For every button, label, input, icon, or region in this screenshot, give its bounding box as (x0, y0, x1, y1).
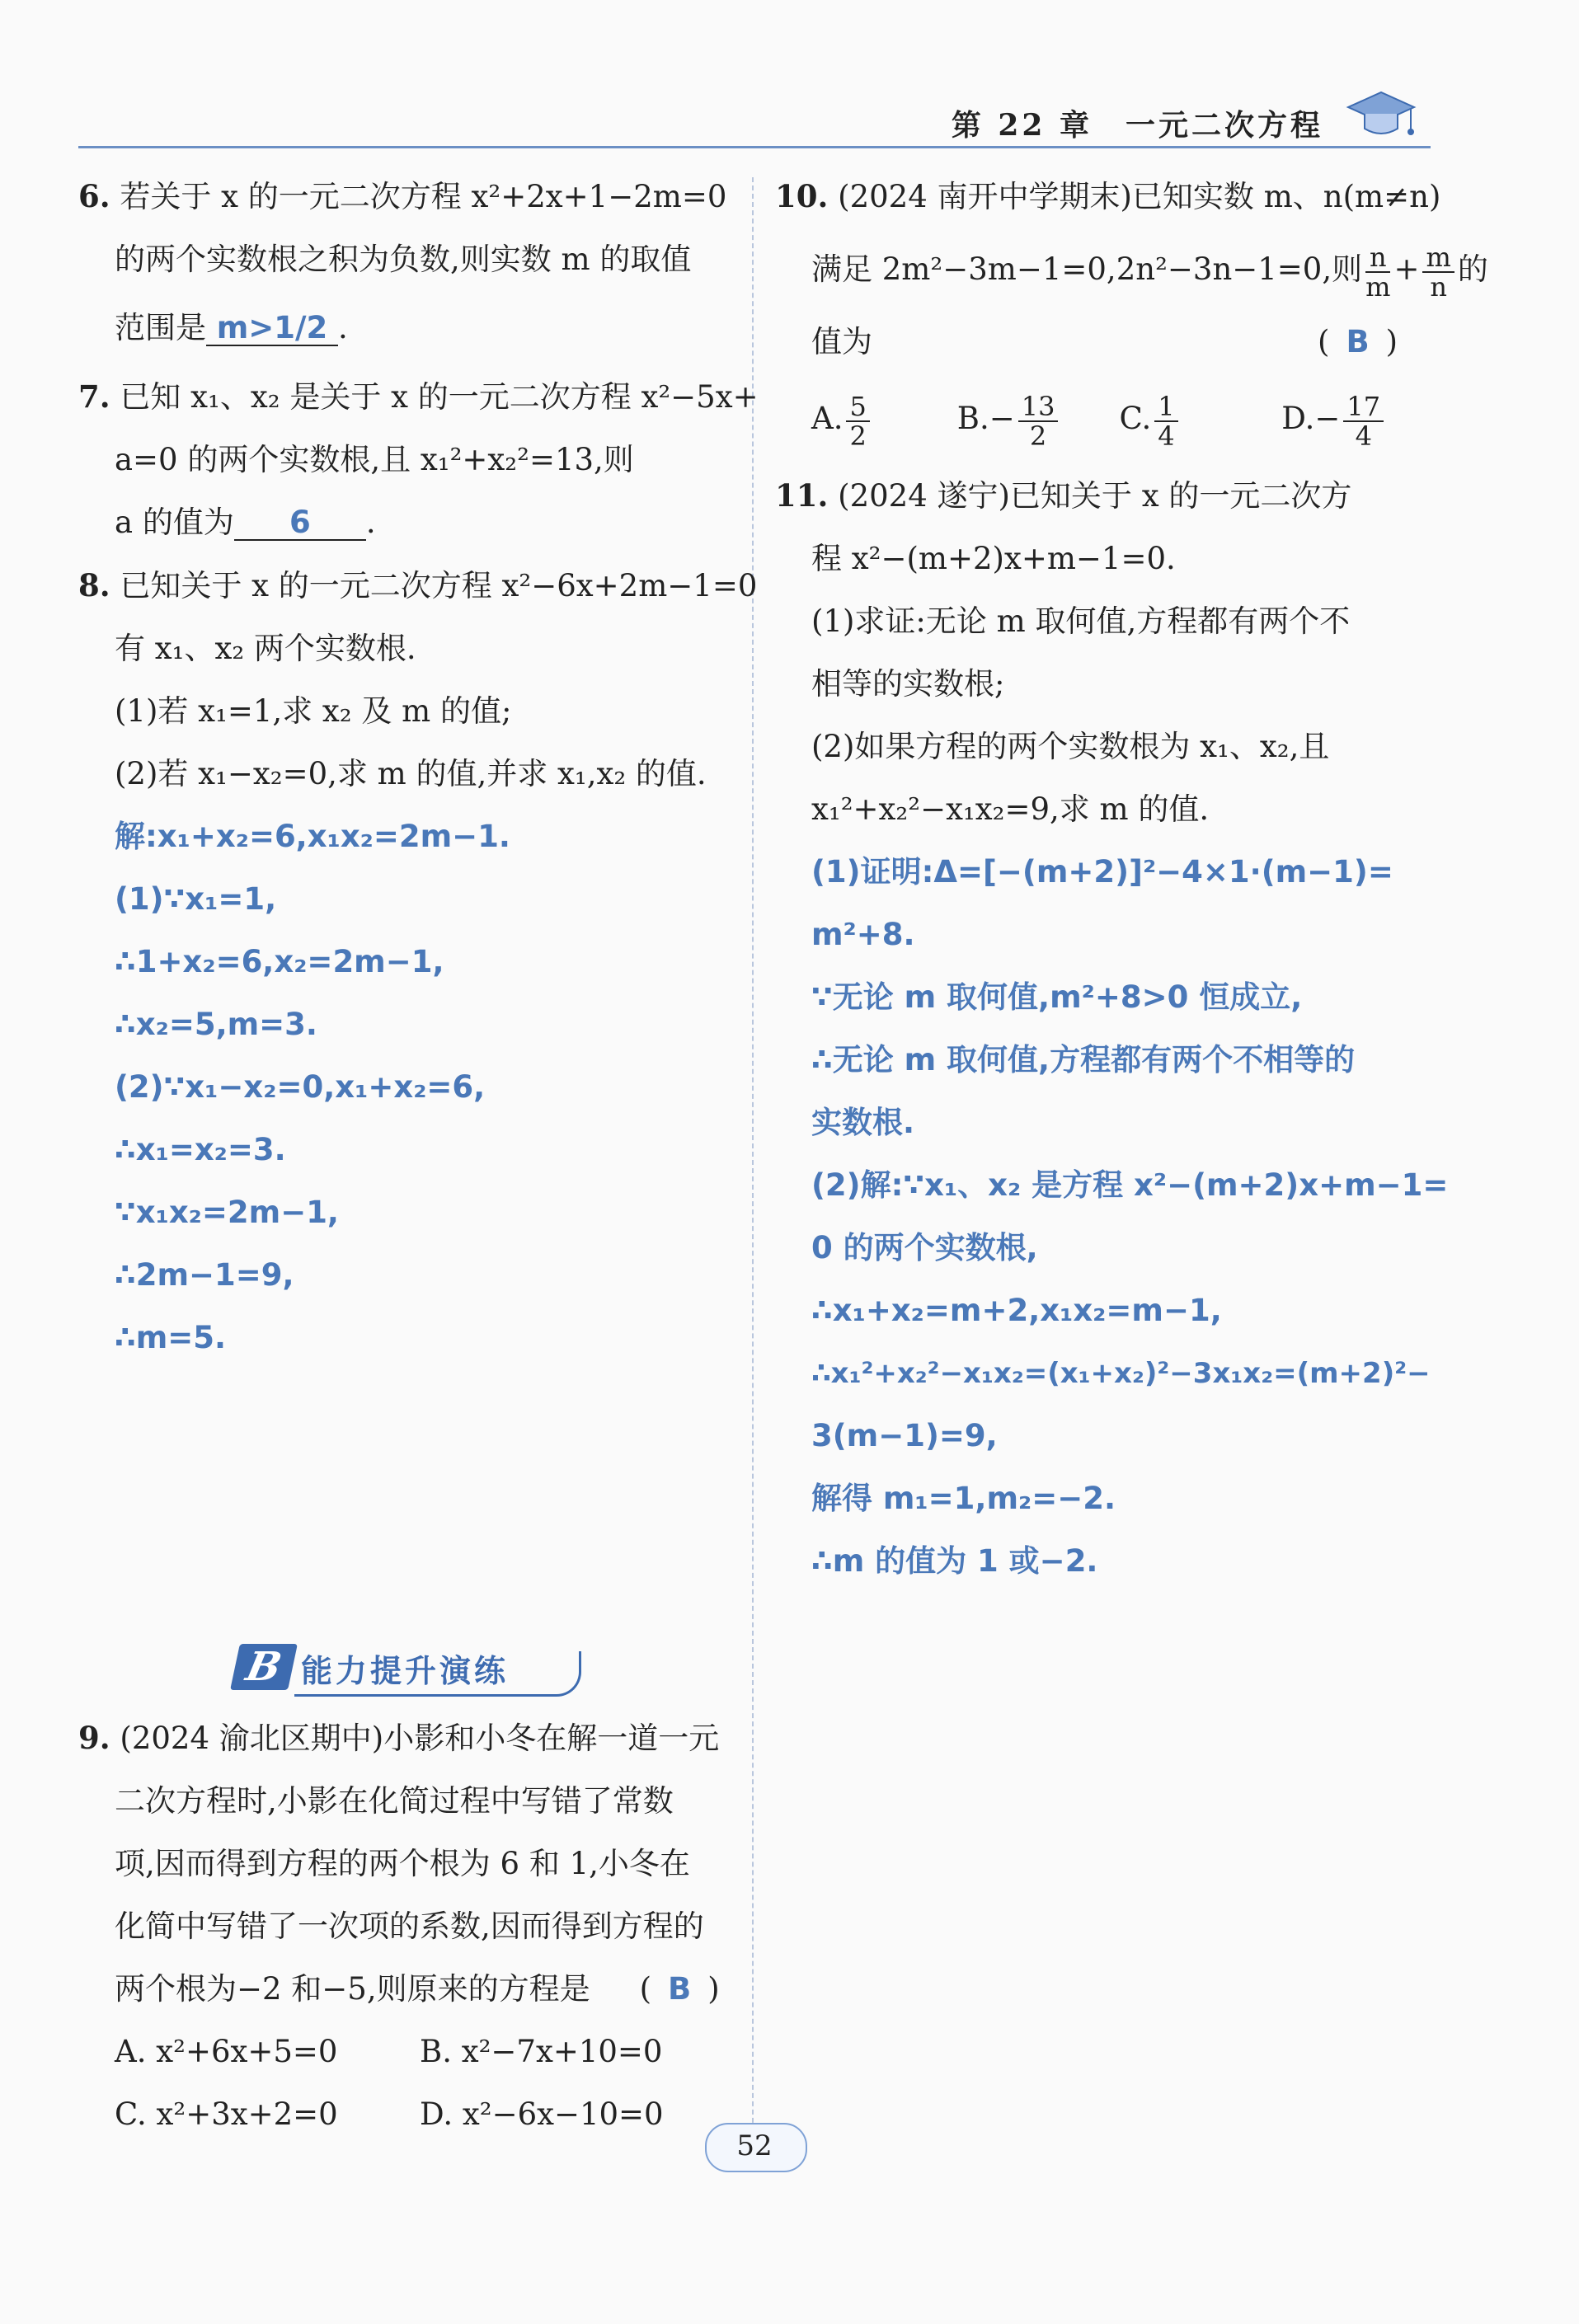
question-text: 项,因而得到方程的两个根为 6 和 1,小冬在 (115, 1846, 690, 1881)
solution-line: ∵x₁x₂=2m−1, (115, 1195, 339, 1230)
fraction-numerator: 13 (1018, 392, 1059, 422)
solution-line: 3(m−1)=9, (811, 1418, 998, 1453)
question-text: 的 (1457, 251, 1488, 287)
right-column (775, 165, 1488, 1593)
question-text: 两个根为−2 和−5,则原来的方程是 (115, 1971, 590, 2007)
solution-line: 解得 m₁=1,m₂=−2. (811, 1481, 1116, 1516)
choice-c: C. x²+3x+2=0 (115, 2096, 338, 2132)
fraction-m-over-n (1422, 243, 1454, 301)
question-text: (1)求证:无论 m 取何值,方程都有两个不 (811, 603, 1351, 639)
question-text: (2)若 x₁−x₂=0,求 m 的值,并求 x₁,x₂ 的值. (115, 756, 707, 791)
solution-line: ∴m 的值为 1 或−2. (811, 1543, 1098, 1579)
fraction-denominator: 4 (1355, 420, 1372, 452)
question-text: x₁²+x₂²−x₁x₂=9,求 m 的值. (811, 791, 1210, 827)
solution-line: ∵无论 m 取何值,m²+8>0 恒成立, (811, 979, 1303, 1015)
question-6 (78, 165, 734, 365)
question-11 (775, 464, 1449, 1593)
choice-b: B. x²−7x+10=0 (420, 2034, 663, 2069)
choice-fraction (1154, 392, 1177, 450)
fraction-denominator: 2 (1029, 420, 1047, 452)
solution-line: (2)解:∵x₁、x₂ 是方程 x²−(m+2)x+m−1= (811, 1167, 1449, 1203)
solution-line: ∴2m−1=9, (115, 1257, 294, 1293)
solution-line: ∴1+x₂=6,x₂=2m−1, (115, 944, 444, 979)
choice-b (957, 373, 1110, 464)
fraction-numerator: 17 (1343, 392, 1384, 422)
fraction-n-over-m (1365, 243, 1390, 301)
section-b-heading (235, 1641, 581, 1698)
solution-line: ∴m=5. (115, 1320, 227, 1355)
question-8 (78, 554, 758, 1369)
fraction-denominator: 4 (1158, 420, 1175, 452)
question-10: 10. (2024 南开中学期末)已知实数 m、n(m≠n) 满足 2m²−3m−1=0,2n²−3n−1=0,则 $\frac{n}{m}$ + $\frac{m}{n}$ 的 值为 ( B ) A. $\frac{5}{2}$ B.− $\frac{13}{2}$ C. $\frac{1}{4}$ D.− $\frac{17}{4}$ (775, 165, 1435, 464)
solution-line: 0 的两个实数根, (811, 1230, 1038, 1265)
choice-fraction (1343, 392, 1384, 450)
choice-fraction (846, 392, 869, 450)
choice-a (811, 373, 947, 464)
fraction-denominator: 2 (849, 420, 867, 452)
choice-label: C. (1119, 401, 1152, 436)
question-text: 值为 (811, 324, 872, 359)
question-text: a 的值为 (115, 505, 234, 540)
punctuation: . (338, 310, 348, 345)
choice-label: B. (956, 401, 989, 436)
question-text: (2024 遂宁)已知关于 x 的一元二次方 (838, 478, 1352, 514)
question-number: 9. (78, 1720, 110, 1756)
solution-line: ∴x₁=x₂=3. (115, 1132, 286, 1167)
left-column (78, 165, 759, 1369)
choice-label: A. (811, 401, 844, 436)
question-text: 满足 2m²−3m−1=0,2n²−3n−1=0,则 (811, 251, 1363, 287)
question-text: 程 x²−(m+2)x+m−1=0. (811, 541, 1176, 576)
solution-line: ∴x₁+x₂=m+2,x₁x₂=m−1, (811, 1293, 1222, 1328)
question-number: 8. (78, 567, 110, 603)
left-column-lower (78, 1707, 734, 2146)
fraction-numerator: n (1365, 243, 1390, 273)
answer-text: m>1/2 (216, 310, 328, 345)
choice-sign: − (1314, 401, 1341, 436)
question-text: (2024 渝北区期中)小影和小冬在解一道一元 (120, 1721, 720, 1756)
answer-text: 6 (289, 505, 311, 540)
graduation-cap-icon (1332, 82, 1422, 152)
question-text: (2024 南开中学期末)已知实数 m、n(m≠n) (838, 179, 1441, 214)
question-text: 已知 x₁、x₂ 是关于 x 的一元二次方程 x²−5x+ (120, 379, 759, 415)
column-divider (752, 177, 754, 2156)
section-letter-badge: B (230, 1644, 298, 1690)
solution-line: (1)∵x₁=1, (115, 881, 277, 917)
answer-bracket: ( B ) (639, 1971, 720, 2007)
choice-a: A. x²+6x+5=0 (115, 2034, 338, 2069)
fraction-denominator: n (1430, 270, 1447, 303)
question-text: (1)若 x₁=1,求 x₂ 及 m 的值; (115, 693, 512, 729)
question-text: 范围是 (115, 310, 206, 345)
choice-fraction (1018, 392, 1059, 450)
question-text: 若关于 x 的一元二次方程 x²+2x+1−2m=0 (120, 179, 727, 214)
answer-text: B (1346, 324, 1370, 359)
question-number: 11. (775, 477, 829, 514)
solution-line: ∴无论 m 取何值,方程都有两个不相等的 (811, 1042, 1356, 1077)
question-text: 已知关于 x 的一元二次方程 x²−6x+2m−1=0 (120, 568, 758, 603)
punctuation: . (365, 505, 376, 540)
header-rule (78, 146, 1431, 148)
answer-text: B (668, 1971, 692, 2007)
fraction-numerator: 5 (846, 392, 869, 422)
question-text: (2)如果方程的两个实数根为 x₁、x₂,且 (811, 729, 1330, 764)
solution-line: (2)∵x₁−x₂=0,x₁+x₂=6, (115, 1069, 486, 1105)
page-header (78, 91, 1431, 148)
chapter-title: 第 22 章 一元二次方程 (951, 108, 1323, 143)
choice-c (1120, 373, 1272, 464)
fraction-numerator: m (1422, 243, 1454, 273)
page-number: 52 (736, 2129, 773, 2162)
choice-d: D. x²−6x−10=0 (420, 2096, 664, 2132)
solution-line: 解:x₁+x₂=6,x₁x₂=2m−1. (115, 819, 510, 854)
solution-line: ∴x₂=5,m=3. (115, 1007, 317, 1042)
question-text: a=0 的两个实数根,且 x₁²+x₂²=13,则 (115, 442, 634, 477)
question-number: 6. (78, 178, 110, 214)
solution-line: ∴x₁²+x₂²−x₁x₂=(x₁+x₂)²−3x₁x₂=(m+2)²− (811, 1357, 1431, 1390)
question-text: 的两个实数根之积为负数,则实数 m 的取值 (115, 242, 692, 277)
choice-sign: − (989, 401, 1015, 436)
answer-blank (206, 312, 338, 346)
page-number-badge (705, 2123, 804, 2172)
question-text: 化简中写错了一次项的系数,因而得到方程的 (115, 1908, 704, 1944)
choice-label: D. (1281, 401, 1315, 436)
question-number: 10. (775, 178, 829, 214)
answer-bracket: ( B ) (1318, 324, 1398, 359)
choice-d (1281, 373, 1387, 464)
question-9 (78, 1707, 734, 2146)
section-label: 能力提升演练 (301, 1653, 510, 1689)
fraction-denominator: m (1365, 270, 1391, 303)
question-text: 相等的实数根; (811, 666, 1005, 702)
solution-line: m²+8. (811, 917, 915, 952)
answer-blank (234, 506, 366, 541)
fraction-numerator: 1 (1154, 392, 1177, 422)
question-text: 有 x₁、x₂ 两个实数根. (115, 631, 416, 666)
solution-line: (1)证明:Δ=[−(m+2)]²−4×1·(m−1)= (811, 854, 1393, 890)
question-text: 二次方程时,小影在化简过程中写错了常数 (115, 1783, 674, 1819)
question-7 (78, 365, 759, 554)
solution-line: 实数根. (811, 1105, 915, 1140)
question-number: 7. (78, 378, 110, 415)
